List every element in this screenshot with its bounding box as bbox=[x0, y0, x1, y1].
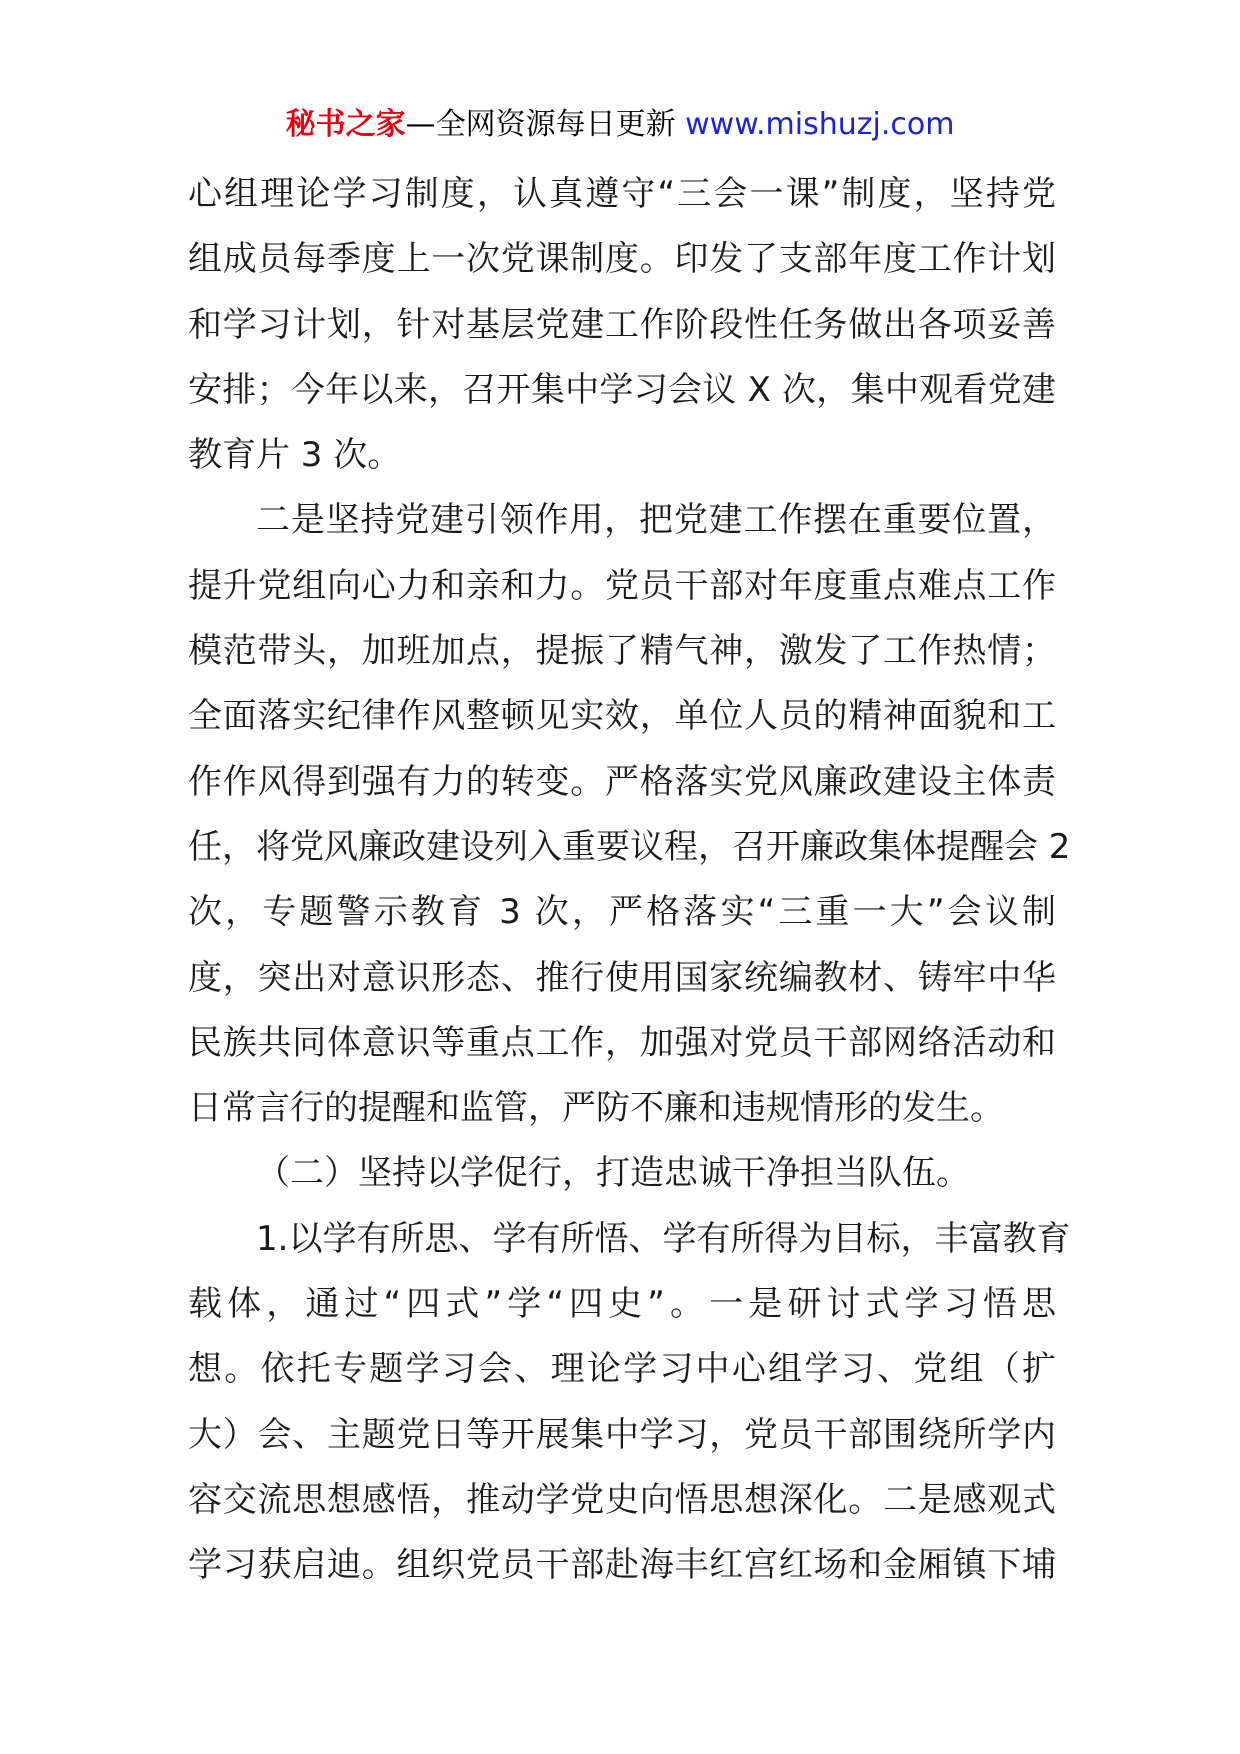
text-line: 度，突出对意识形态、推行使用国家统编教材、铸牢中华 bbox=[188, 957, 1056, 998]
site-tagline: —全网资源每日更新 bbox=[405, 107, 676, 142]
text-line: 想。依托专题学习会、理论学习中心组学习、党组（扩 bbox=[188, 1349, 1056, 1390]
text-line: 提升党组向心力和亲和力。党员干部对年度重点难点工作 bbox=[188, 565, 1056, 606]
text-line: 载体，通过“四式”学“四史”。一是研讨式学习悟思 bbox=[188, 1284, 1056, 1325]
text-line: 和学习计划，针对基层党建工作阶段性任务做出各项妥善 bbox=[188, 304, 1056, 345]
text-line: 大）会、主题党日等开展集中学习，党员干部围绕所学内 bbox=[188, 1414, 1056, 1455]
text-line: 民族共同体意识等重点工作，加强对党员干部网络活动和 bbox=[188, 1022, 1056, 1063]
text-line: 容交流思想感悟，推动学党史向悟思想深化。二是感观式 bbox=[188, 1479, 1056, 1520]
text-line: 教育片 3 次。 bbox=[188, 435, 402, 476]
text-line: 任，将党风廉政建设列入重要议程，召开廉政集体提醒会 2 bbox=[188, 826, 1071, 867]
text-line: 组成员每季度上一次党课制度。印发了支部年度工作计划 bbox=[188, 239, 1056, 280]
text-line: 1.以学有所思、学有所悟、学有所得为目标，丰富教育 bbox=[256, 1218, 1071, 1259]
text-line: 心组理论学习制度，认真遵守“三会一课”制度，坚持党 bbox=[188, 174, 1056, 214]
text-line: 次，专题警示教育 3 次，严格落实“三重一大”会议制 bbox=[188, 892, 1056, 933]
text-line: 模范带头，加班加点，提振了精气神，激发了工作热情； bbox=[188, 631, 1056, 672]
text-line: （二）坚持以学促行，打造忠诚干净担当队伍。 bbox=[256, 1153, 970, 1194]
text-line: 全面落实纪律作风整顿见实效，单位人员的精神面貌和工 bbox=[188, 696, 1056, 737]
text-line: 安排；今年以来，召开集中学习会议 X 次，集中观看党建 bbox=[188, 369, 1056, 410]
site-header bbox=[0, 100, 1240, 150]
document-body bbox=[188, 162, 1071, 1599]
text-line: 日常言行的提醒和监管，严防不廉和违规情形的发生。 bbox=[188, 1088, 1004, 1129]
site-url-link[interactable]: www.mishuzj.com bbox=[685, 107, 955, 142]
text-line: 学习获启迪。组织党员干部赴海丰红宫红场和金厢镇下埔 bbox=[188, 1545, 1056, 1586]
text-line: 二是坚持党建引领作用，把党建工作摆在重要位置， bbox=[256, 500, 1056, 541]
site-name: 秘书之家 bbox=[285, 107, 406, 142]
text-line: 作作风得到强有力的转变。严格落实党风廉政建设主体责 bbox=[188, 761, 1056, 802]
